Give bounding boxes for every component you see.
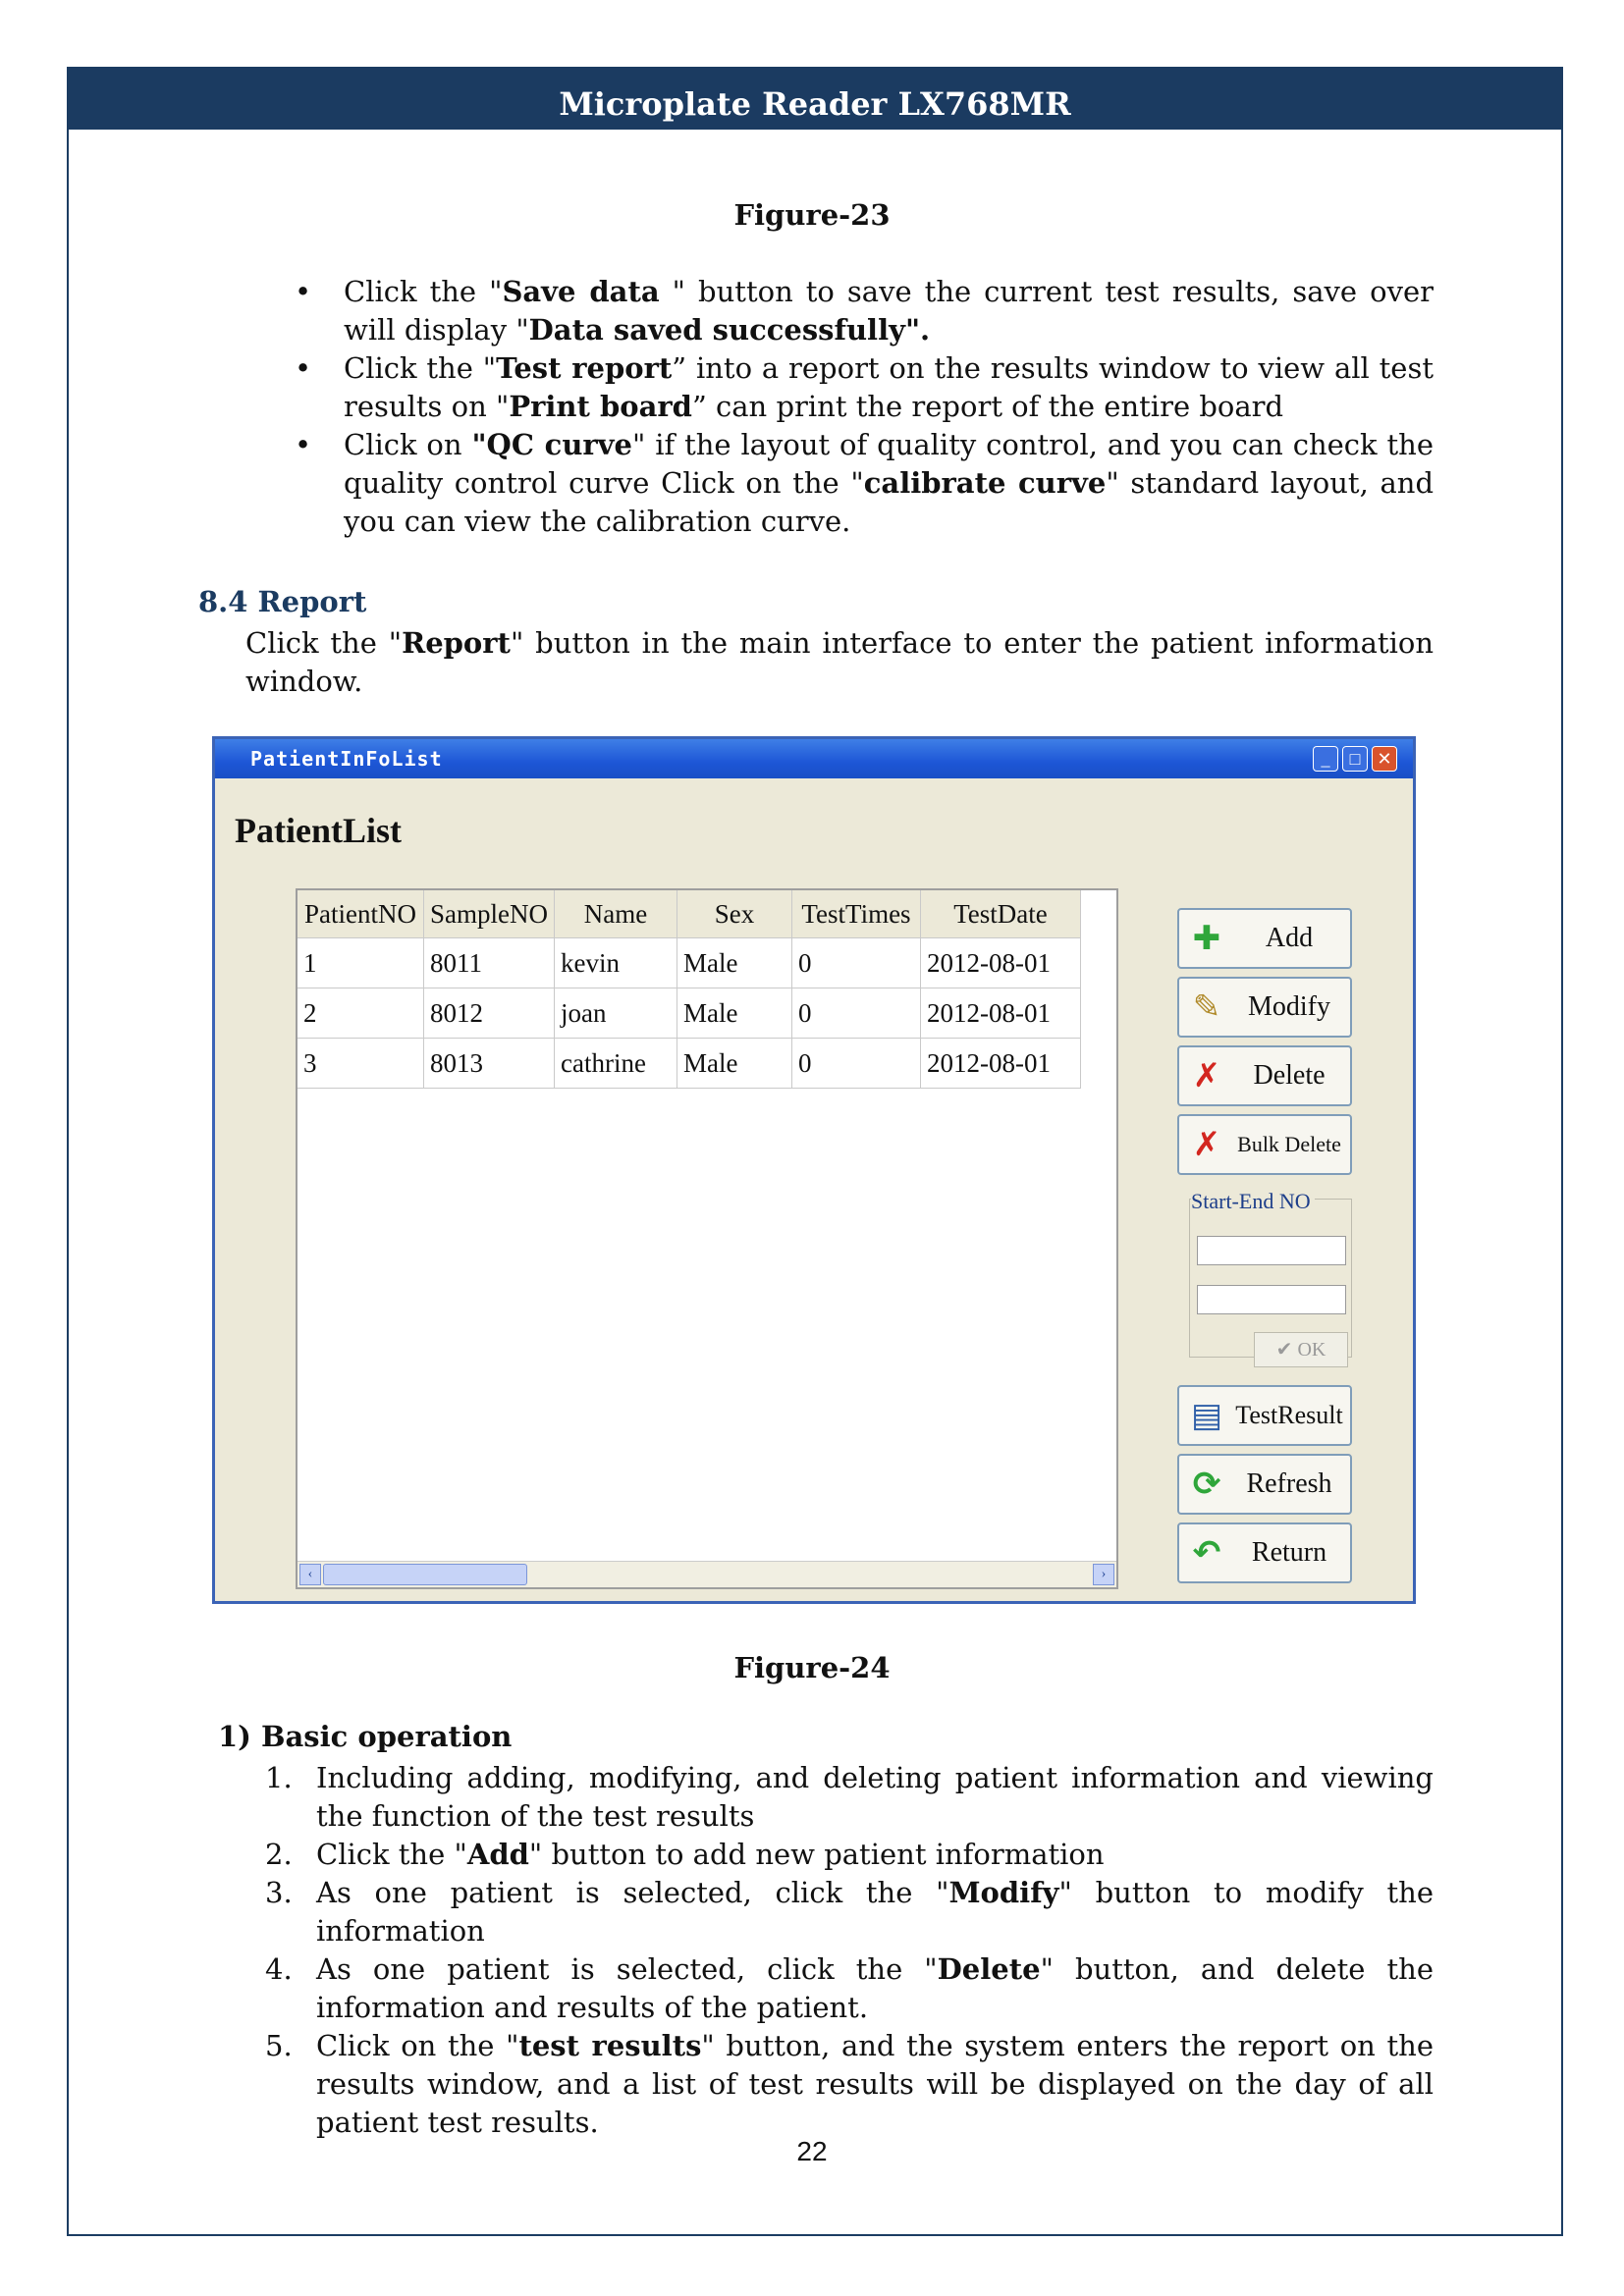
cell-sample-no: 8013 — [424, 1039, 555, 1089]
x-icon: ✗ — [1192, 1056, 1221, 1095]
cell-patient-no: 3 — [298, 1039, 424, 1089]
cell-sex: Male — [677, 1039, 792, 1089]
cell-test-date: 2012-08-01 — [921, 988, 1081, 1039]
check-icon: ✔ — [1275, 1339, 1298, 1361]
column-header[interactable]: TestDate — [921, 890, 1081, 938]
patient-info-window — [212, 736, 1416, 1604]
start-end-label: Start-End NO — [1191, 1189, 1315, 1214]
list-item: 2. Click the "Add" button to add new patient information — [265, 1838, 1105, 1871]
table-row[interactable] — [298, 938, 1081, 988]
cell-test-times: 0 — [792, 1039, 921, 1089]
table-row[interactable] — [298, 988, 1081, 1039]
x-icon: ✗ — [1192, 1125, 1221, 1164]
patient-list-title: PatientList — [235, 811, 402, 850]
section-text: Click the "Report" button in the main interface to enter the patient information window. — [245, 626, 1434, 698]
cell-test-times: 0 — [792, 938, 921, 988]
table-row[interactable] — [298, 1039, 1081, 1089]
bullet-list — [295, 273, 1434, 541]
return-button[interactable]: ↶ Return — [1177, 1522, 1352, 1583]
scroll-thumb[interactable] — [323, 1564, 527, 1585]
cell-name: kevin — [555, 938, 677, 988]
end-no-input[interactable] — [1197, 1285, 1346, 1314]
minimize-icon[interactable]: _ — [1313, 746, 1338, 772]
cell-sex: Male — [677, 938, 792, 988]
patient-table[interactable] — [296, 888, 1118, 1589]
cell-test-date: 2012-08-01 — [921, 938, 1081, 988]
figure-23-caption: Figure-23 — [733, 198, 891, 232]
basic-operation-list — [265, 1759, 1434, 2142]
clipboard-icon: ▤ — [1190, 1396, 1223, 1435]
cell-sample-no: 8012 — [424, 988, 555, 1039]
bullet-item: • Click the "Save data " button to save the current test results, save over will display "Data saved successfully". — [295, 273, 1434, 349]
start-no-input[interactable] — [1197, 1236, 1346, 1265]
refresh-icon: ⟳ — [1192, 1465, 1221, 1504]
page-number: 22 — [796, 2136, 828, 2166]
column-header[interactable]: Name — [555, 890, 677, 938]
basic-operation-heading: 1) Basic operation — [218, 1720, 513, 1753]
cell-test-times: 0 — [792, 988, 921, 1039]
horizontal-scrollbar[interactable] — [298, 1561, 1116, 1587]
list-item: 4. As one patient is selected, click the "Delete" button, and delete the information and results of the patient. — [265, 1952, 1434, 2024]
close-icon[interactable]: ✕ — [1372, 746, 1397, 772]
refresh-button[interactable]: ⟳ Refresh — [1177, 1454, 1352, 1515]
section-heading: 8.4 Report — [198, 585, 367, 618]
column-header[interactable]: TestTimes — [792, 890, 921, 938]
scroll-left-icon[interactable]: ‹ — [299, 1564, 321, 1585]
test-result-button[interactable]: ▤ TestResult — [1177, 1385, 1352, 1446]
return-arrow-icon: ↶ — [1192, 1533, 1221, 1573]
column-header[interactable]: Sex — [677, 890, 792, 938]
cell-patient-no: 2 — [298, 988, 424, 1039]
cell-sex: Male — [677, 988, 792, 1039]
add-button[interactable]: ✚ Add — [1177, 908, 1352, 969]
plus-icon: ✚ — [1192, 919, 1221, 958]
bullet-item: • Click on "QC curve" if the layout of quality control, and you can check the quality control curve Click on the "calibrate curve" standard layout, and you can view the calibration curve. — [295, 426, 1434, 541]
column-header[interactable]: SampleNO — [424, 890, 555, 938]
list-item: 1. Including adding, modifying, and deleting patient information and viewing the function of the test results — [265, 1761, 1434, 1833]
figure-24-caption: Figure-24 — [733, 1651, 891, 1684]
pencil-icon: ✎ — [1192, 988, 1221, 1027]
list-item: 5. Click on the "test results" button, and the system enters the report on the results window, and a list of test results will be displayed on the day of all patient test results. — [265, 2029, 1434, 2139]
cell-name: joan — [555, 988, 677, 1039]
cell-sample-no: 8011 — [424, 938, 555, 988]
cell-patient-no: 1 — [298, 938, 424, 988]
modify-button[interactable]: ✎ Modify — [1177, 977, 1352, 1038]
cell-test-date: 2012-08-01 — [921, 1039, 1081, 1089]
scroll-right-icon[interactable]: › — [1093, 1564, 1114, 1585]
window-titlebar: PatientInFoList — [215, 739, 1413, 778]
bullet-item: • Click the "Test report” into a report on the results window to view all test results on "Print board” can print the report of the entire board — [295, 349, 1434, 426]
list-item: 3. As one patient is selected, click the "Modify" button to modify the information — [265, 1876, 1435, 1948]
delete-button[interactable]: ✗ Delete — [1177, 1045, 1352, 1106]
maximize-icon[interactable]: □ — [1342, 746, 1368, 772]
ok-button[interactable]: ✔ OK — [1254, 1332, 1348, 1367]
column-header[interactable]: PatientNO — [298, 890, 424, 938]
cell-name: cathrine — [555, 1039, 677, 1089]
bulk-delete-button[interactable]: ✗ Bulk Delete — [1177, 1114, 1352, 1175]
header-title: Microplate Reader LX768MR — [67, 67, 1563, 130]
